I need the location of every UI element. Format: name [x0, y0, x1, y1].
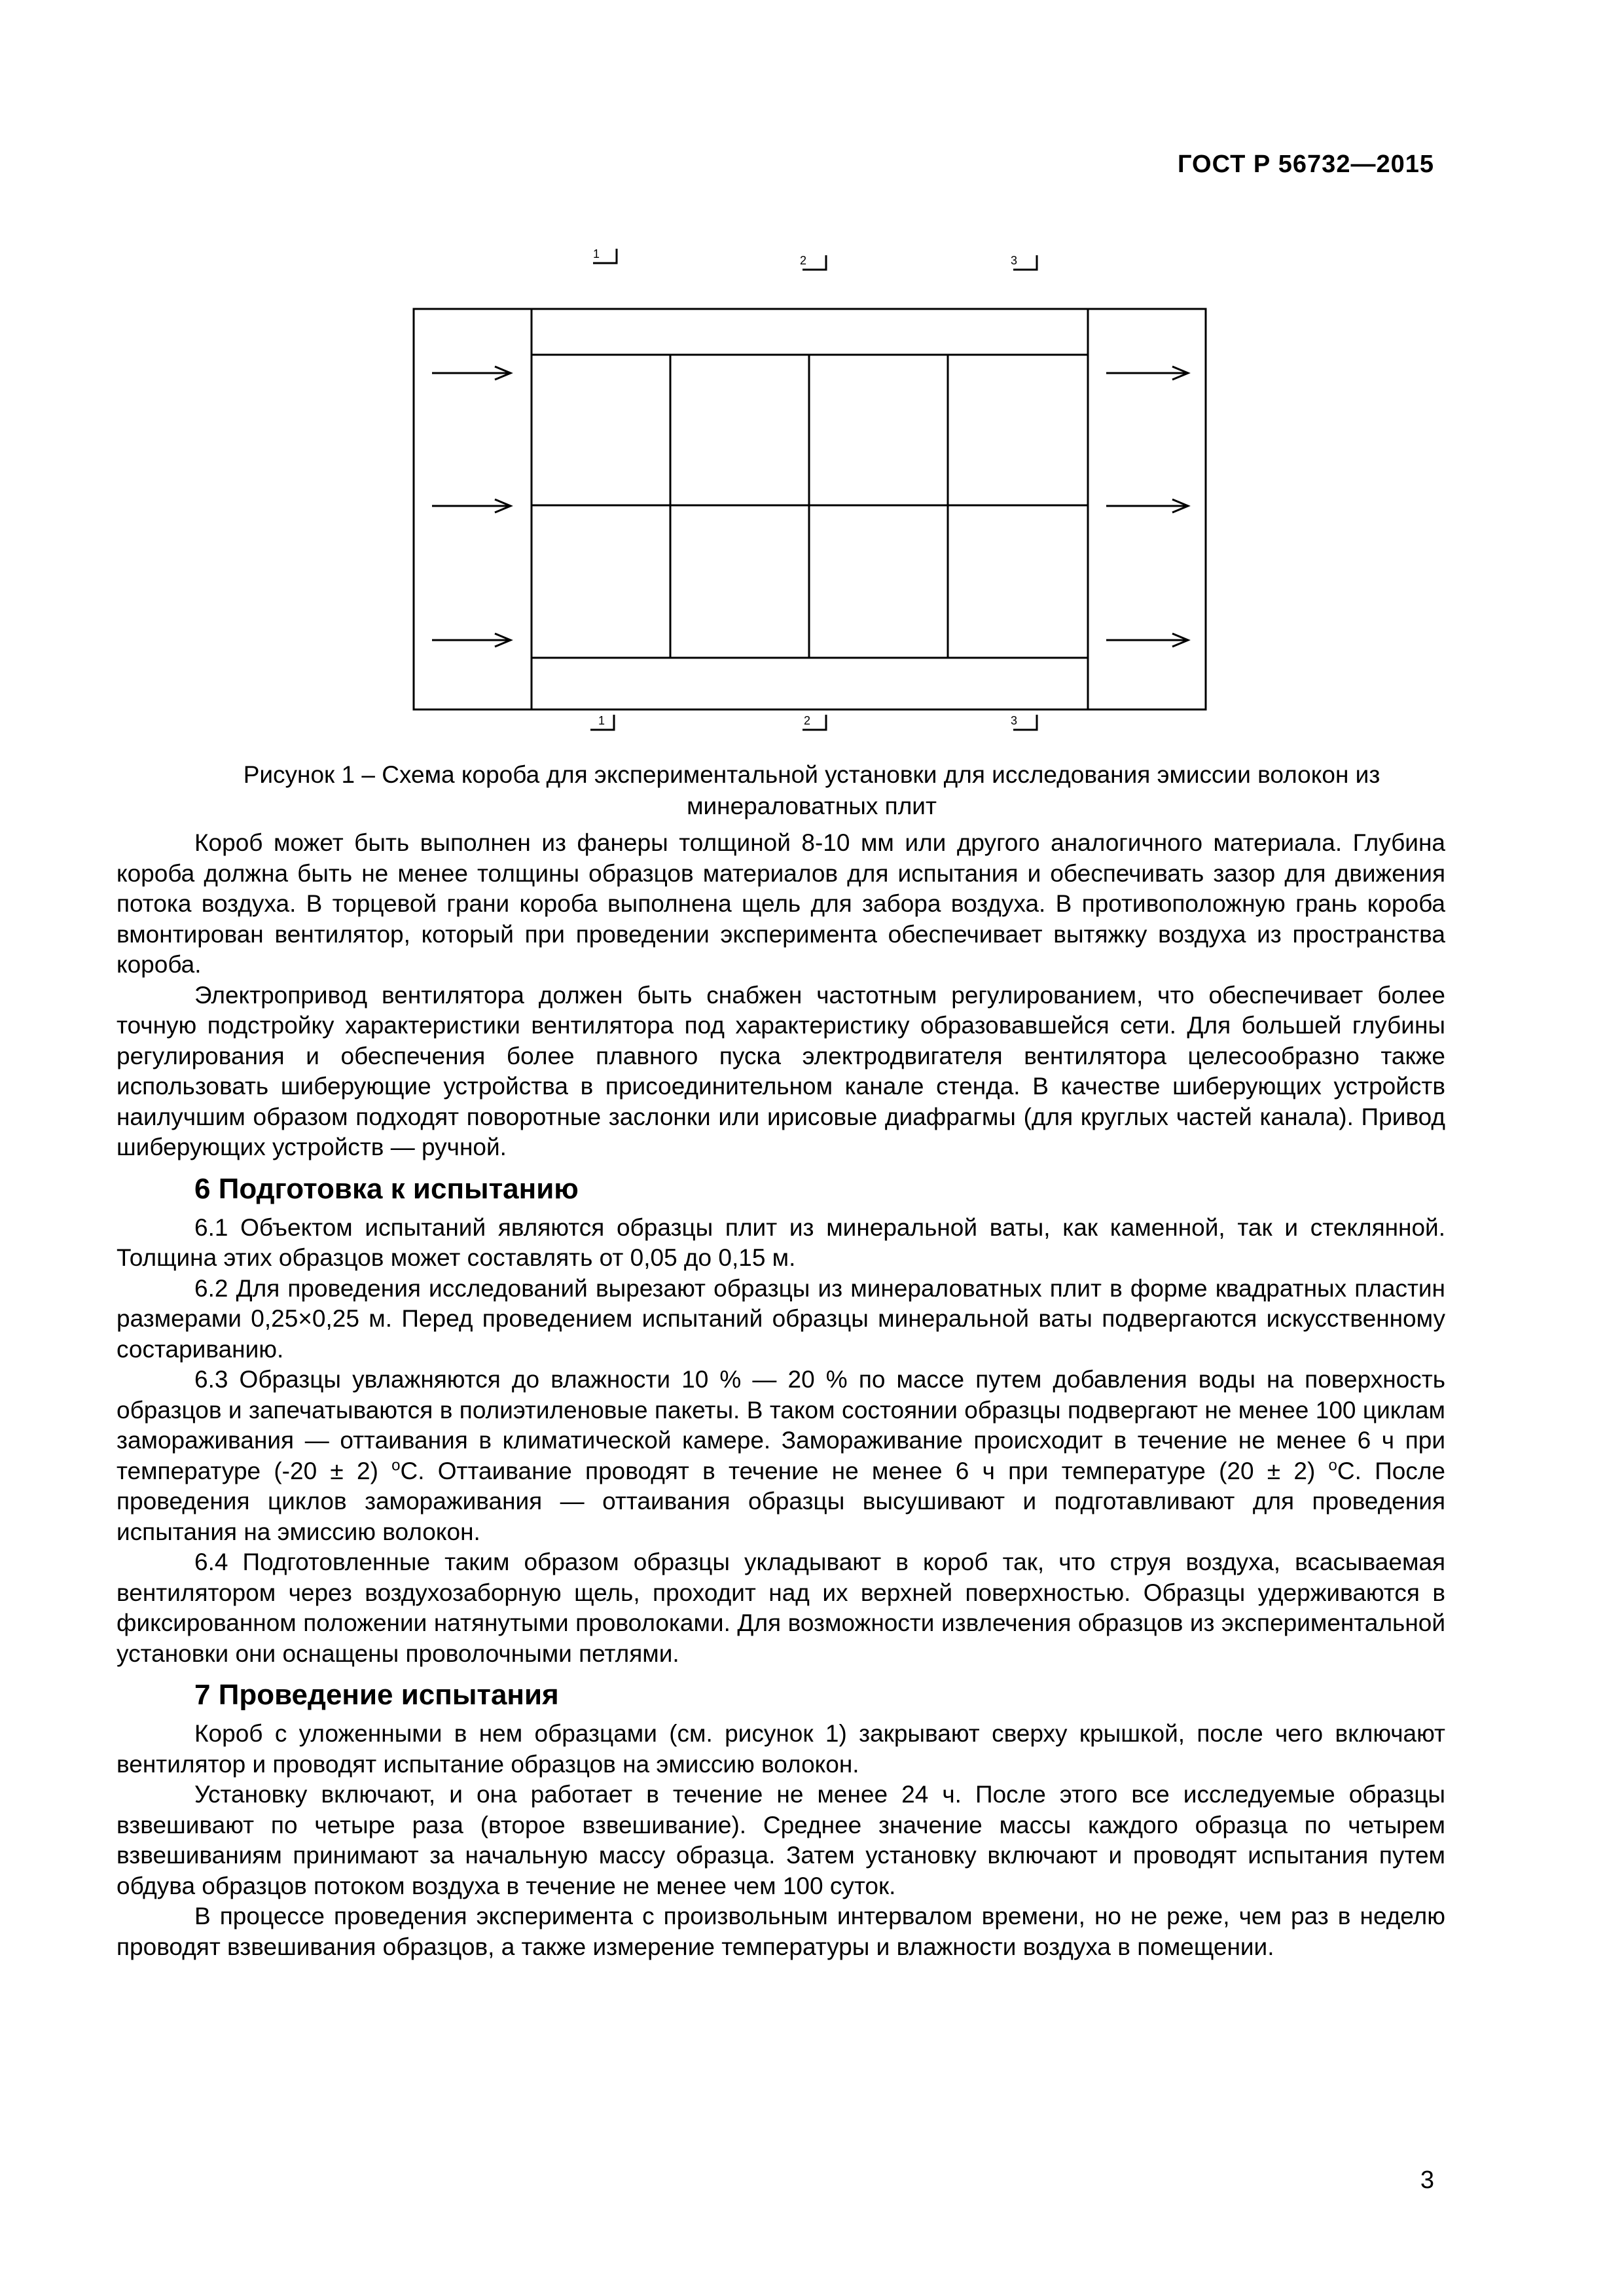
- section-heading-7: 7 Проведение испытания: [194, 1679, 559, 1711]
- page-number: 3: [1420, 2166, 1434, 2194]
- degree-sign: o: [1328, 1456, 1337, 1475]
- section-label-top-3: 3: [1011, 254, 1018, 267]
- section-label-bottom-2: 2: [804, 714, 811, 727]
- section-label-top-2: 2: [800, 254, 807, 267]
- paragraph-7-1: Короб с уложенными в нем образцами (см. рисунок 1) закрывают сверху крышкой, после чего включают вентилятор и проводят испытание образцов на эмиссию волокон.: [117, 1720, 1445, 1778]
- box-scheme-figure: [0, 249, 1624, 759]
- paragraph-6-4: 6.4 Подготовленные таким образом образцы укладывают в короб так, что струя воздуха, всасываемая вентилятором через воздухозаборную щель, проходит над их верхней поверхностью. Образцы удерживаются в фиксированном положении натянутыми проволоками. Для возможности извлечения образцов из экспериментальной установки они оснащены проволочными петлями.: [117, 1549, 1445, 1667]
- degree-sign: o: [391, 1456, 401, 1475]
- paragraph-7-3: В процессе проведения эксперимента с произвольным интервалом времени, но не реже, чем раз в неделю проводят взвешивания образцов, а также измерение температуры и влажности воздуха в помещении.: [117, 1903, 1445, 1960]
- outflow-arrows: [1106, 367, 1188, 647]
- section-label-bottom-3: 3: [1011, 714, 1018, 727]
- paragraph-6-1: 6.1 Объектом испытаний являются образцы плит из минеральной ваты, как каменной, так и стеклянной. Толщина этих образцов может составлять от 0,05 до 0,15 м.: [117, 1213, 1445, 1271]
- paragraph-fan-drive: Электропривод вентилятора должен быть снабжен частотным регулированием, что обеспечивает более точную подстройку характеристики вентилятора под характеристику образовавшейся сети. Для большей глубины регулирования и обеспечения более плавного пуска электродвигателя вентилятора целесообразно также использовать шиберующие устройства в присоединительном канале стенда. В качестве шиберующих устройств наилучшим образом подходят поворотные заслонки или ирисовые диафрагмы (для круглых частей канала). Привод шиберующих устройств — ручной.: [117, 981, 1445, 1160]
- section-label-top-1: 1: [593, 249, 600, 260]
- paragraph-box-material: Короб может быть выполнен из фанеры толщиной 8-10 мм или другого аналогичного материала. Глубина короба должна быть не менее толщины образцов материалов для испытания и обеспечивать зазор для движения потока воздуха. В торцевой грани короба выполнена щель для забора воздуха. В противоположную грань короба вмонтирован вентилятор, который при проведении эксперимента обеспечивает вытяжку воздуха из пространства короба.: [117, 829, 1445, 978]
- paragraph-7-2: Установку включают, и она работает в течение не менее 24 ч. После этого все исследуемые образцы взвешивают по четыре раза (второе взвешивание). Среднее значение массы каждого образца по четырем взвешиваниям принимают за начальную массу образца. Затем установку включают и проводят испытания путем обдува образцов потоком воздуха в течение не менее чем 100 суток.: [117, 1781, 1445, 1899]
- body-text: [117, 828, 1445, 1962]
- section-heading-6: 6 Подготовка к испытанию: [194, 1172, 579, 1205]
- paragraph-6-2: 6.2 Для проведения исследований вырезают образцы из минераловатных плит в форме квадратных пластин размерами 0,25×0,25 м. Перед проведением испытаний образцы минеральной ваты подвергаются искусственному состариванию.: [117, 1274, 1445, 1363]
- box-scheme-diagram: [0, 249, 1624, 759]
- section-label-bottom-1: 1: [598, 714, 605, 727]
- figure-caption: Рисунок 1 – Схема короба для экспериментальной установки для исследования эмиссии волокон из минераловатных плит: [243, 761, 1380, 819]
- document-code: ГОСТ Р 56732—2015: [1178, 151, 1434, 178]
- paragraph-6-3: 6.3 Образцы увлажняются до влажности 10 % — 20 % по массе путем добавления воды на поверхность образцов и запечатываются в полиэтиленовые пакеты. В таком состоянии образцы подвергают не менее 100 циклам замораживания — оттаивания в климатической камере. Замораживание происходит в течение не менее 6 ч при температуре (-20 ± 2) $^o$С. Оттаивание проводят в течение не менее 6 ч при температуре (20 ± 2) $^o$С. После проведения циклов замораживания — оттаивания образцы высушивают и подготавливают для проведения испытания на эмиссию волокон.: [117, 1366, 1445, 1545]
- inflow-arrows: [432, 367, 511, 647]
